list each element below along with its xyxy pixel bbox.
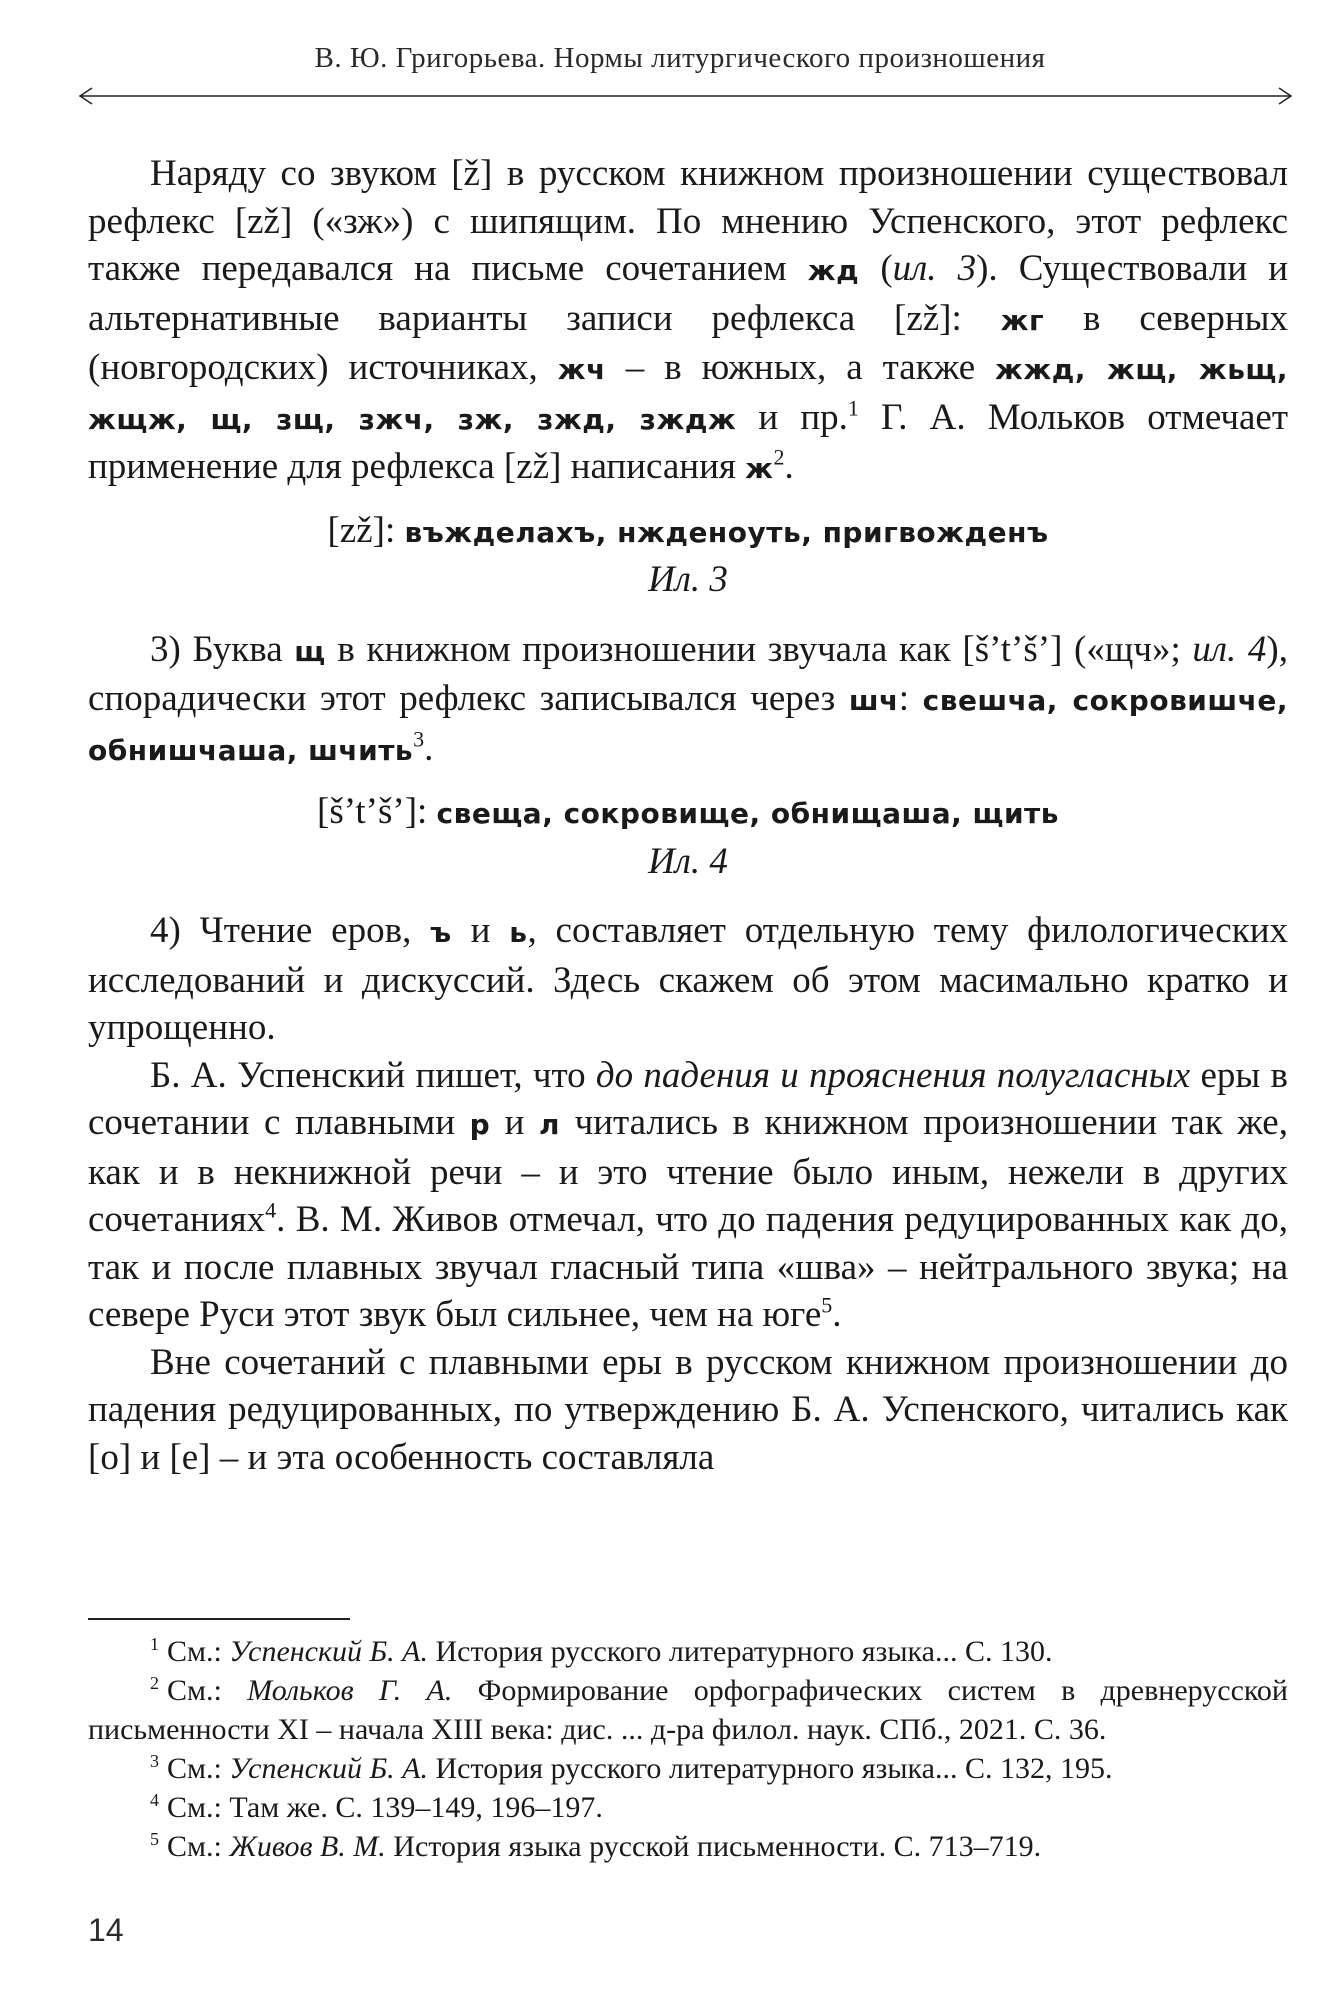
paragraph-1 — [88, 150, 1288, 493]
text-run: в северных (новгородских) источниках, — [88, 297, 1288, 388]
church-slavonic-word: жч — [557, 353, 606, 386]
page-number: 14 — [88, 1912, 124, 1948]
text-run: . — [424, 727, 434, 769]
footnote-1 — [88, 1632, 1288, 1671]
footnote-2 — [88, 1671, 1288, 1749]
church-slavonic-word: жд — [807, 254, 860, 287]
paragraph-2 — [88, 626, 1288, 775]
illustration-label: [š’t’š’]: — [317, 791, 437, 832]
footnote-author: Мольков Г. А. — [247, 1674, 453, 1707]
text-run: Вне сочетаний с плавными еры в русском книжном произношении до падения редуцированных, по утверждению Б. А. Успенского, читались как [о] и [е] – и эта особенность составляла — [88, 1341, 1288, 1478]
text-run: еры в сочетании с плавными — [88, 1054, 1288, 1143]
paragraph-3 — [88, 907, 1288, 1052]
footnote-ref: 2 — [773, 444, 785, 470]
text-run: ). Существовали и альтернативные варианты записи рефлекса [zž]: — [88, 248, 1288, 339]
main-text — [88, 150, 1288, 1481]
text-run: ( — [859, 248, 893, 289]
church-slavonic-word: р — [469, 1108, 491, 1141]
text-run: 3) Буква — [150, 628, 295, 670]
church-slavonic-example: свеща, сокровище, обнищаша, щить — [436, 797, 1059, 830]
footnote-author: Успенский Б. А. — [229, 1635, 429, 1668]
paragraph-5 — [88, 1339, 1288, 1482]
church-slavonic-word: ь — [509, 916, 528, 949]
footnote-ref: 1 — [847, 395, 859, 421]
footnote-separator — [88, 1618, 350, 1620]
text-run: Наряду со звуком [ž] в русском книжном произношении существовал рефлекс [zž] («зж») с шипящим. По мнению Успенского, этот рефлекс также передавался на письме сочетанием — [88, 153, 1288, 289]
footnote-number: 1 — [150, 1634, 159, 1654]
footnote-prefix: См.: — [167, 1830, 230, 1863]
footnote-text: Там же. С. 139–149, 196–197. — [229, 1791, 603, 1824]
church-slavonic-word: ъ — [430, 916, 452, 949]
text-run: и — [490, 1102, 540, 1143]
church-slavonic-word: жжд, жщ, жьщ, жщж, щ, зщ, зжч, зж, зжд, зждж — [88, 353, 1288, 436]
footnote-3 — [88, 1749, 1288, 1788]
church-slavonic-word: л — [539, 1108, 561, 1141]
church-slavonic-word: свешча, сокровишче, обнишчаша, шчить — [88, 684, 1289, 767]
header-rule — [78, 86, 1293, 106]
text-run: в книжном произношении звучала как [š’t’š’] («щч»; — [325, 628, 1193, 670]
footnotes — [88, 1632, 1288, 1866]
text-run: . — [832, 1294, 842, 1335]
footnote-text: История языка русской письменности. С. 713–719. — [385, 1830, 1042, 1863]
paragraph-4 — [88, 1052, 1288, 1339]
text-run: . В. М. Живов отмечал, что до падения редуцированных как до, так и после плавных звучал гласный типа «шва» – нейтрального звука; на севере Руси этот звук был сильнее, чем на юге — [88, 1199, 1288, 1335]
footnote-prefix: См.: — [167, 1791, 230, 1824]
footnote-ref: 5 — [821, 1292, 833, 1318]
church-slavonic-word: шч — [848, 684, 899, 717]
footnote-author: Успенский Б. А. — [229, 1752, 429, 1785]
footnote-author: Живов В. М. — [229, 1830, 386, 1863]
footnote-text: История русского литературного языка... С. 130. — [428, 1635, 1053, 1668]
illustration-label: [zž]: — [327, 509, 405, 551]
text-run: , составляет отдельную тему филологических исследований и дискуссий. Здесь скажем об этом масимально кратко и упрощенно. — [88, 910, 1288, 1048]
church-slavonic-word: щ — [294, 634, 326, 668]
text-run: читались в книжном произношении так же, как и в некнижной речи – и это чтение было иным, нежели в других сочетаниях — [88, 1102, 1288, 1240]
footnote-prefix: См.: — [167, 1674, 248, 1707]
illustration-4-line — [88, 788, 1288, 838]
church-slavonic-example: въжделахъ, нжденоуть, пригвожденъ — [404, 515, 1049, 549]
text-run: Г. А. Мольков отмечает применение для рефлекса [zž] написания — [88, 396, 1288, 487]
illustration-4-caption: Ил. 4 — [648, 840, 728, 882]
text-run: и — [451, 910, 510, 951]
footnote-5 — [88, 1827, 1288, 1866]
running-head: В. Ю. Григорьева. Нормы литургического произношения — [314, 42, 1046, 74]
footnote-text: Формирование орфографических систем в древнерусской письменности XI – начала XIII века: дис. ... д-ра филол. наук. СПб., 2021. С. 36. — [88, 1674, 1288, 1746]
footnote-number: 2 — [150, 1673, 159, 1693]
footnote-prefix: См.: — [167, 1752, 230, 1785]
footnote-ref: 4 — [265, 1197, 277, 1223]
footnote-number: 3 — [150, 1751, 159, 1771]
footnote-4 — [88, 1788, 1288, 1827]
illustration-reference: ил. 3 — [892, 248, 977, 289]
church-slavonic-word: жг — [1000, 303, 1045, 337]
text-run: и пр. — [736, 396, 848, 438]
emphasis-text: до падения и прояснения полугласных — [595, 1054, 1191, 1096]
illustration-3-caption: Ил. 3 — [648, 559, 728, 600]
text-run: : — [898, 678, 923, 719]
church-slavonic-word: ж — [745, 452, 774, 485]
illustration-reference: ил. 4 — [1192, 628, 1267, 670]
footnote-text: История русского литературного языка... С. 132, 195. — [428, 1752, 1113, 1785]
text-run: . — [784, 446, 794, 487]
footnote-ref: 3 — [413, 726, 425, 752]
text-run: – в южных, а также — [605, 347, 996, 388]
illustration-3-line — [88, 507, 1288, 557]
text-run: 4) Чтение еров, — [150, 910, 431, 951]
text-run: ), спорадически этот рефлекс записывался через — [88, 628, 1288, 719]
footnote-number: 4 — [150, 1790, 159, 1810]
footnote-number: 5 — [150, 1829, 159, 1849]
footnote-prefix: См.: — [167, 1635, 230, 1668]
text-run: Б. А. Успенский пишет, что — [150, 1054, 596, 1096]
